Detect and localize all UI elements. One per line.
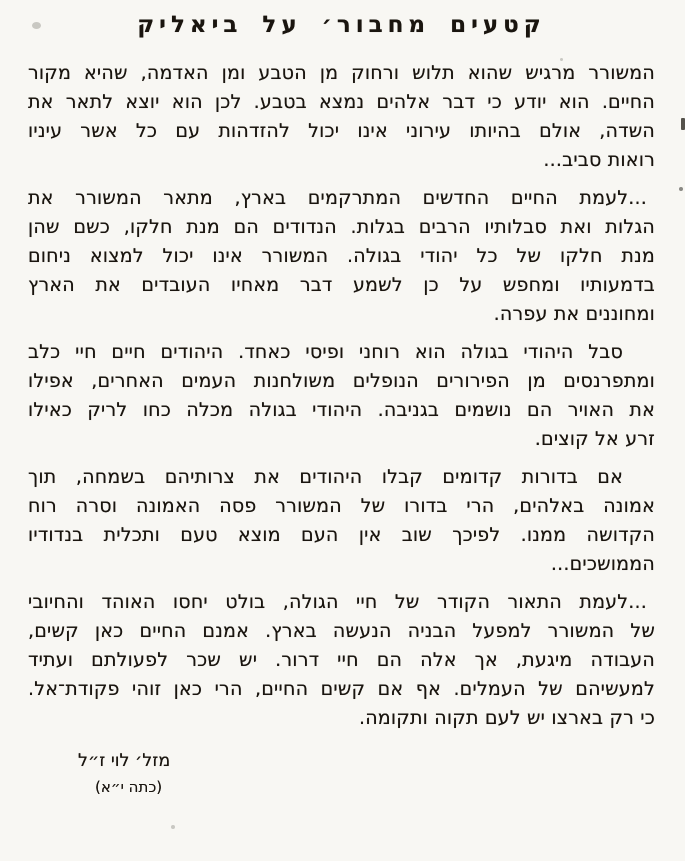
text-line: העבודה מיגעת, אך אלה הם חיי דרור. יש שכר לפעולתם ועתיד (28, 649, 655, 671)
paragraph (28, 59, 655, 175)
paragraph (28, 463, 655, 579)
document-title: קטעים מחבור׳ על ביאליק (137, 12, 546, 38)
text-line: החיים. הוא יודע כי דבר אלהים נמצא בטבע. לכן הוא יוצא לתאר את (28, 91, 655, 113)
text-line: בדמעותיו ומחפש על כן לשמע דבר מאחיו העובדים את הארץ (28, 274, 655, 296)
author-name: מזל׳ לוי ז״ל (78, 751, 171, 771)
text-line: מנת חלקו של כל יהודי בגולה. המשורר אינו יכול למצוא ניחום (28, 245, 655, 267)
text-line: הגלות ואת סבלותיו הרבים בגלות. הנדודים הם מנת חלקו, כשם שהן (28, 216, 655, 238)
text-line: הקדושה ממנו. לפיכך שוב אין העם מוצא טעם ותכלית בנדודיו (28, 524, 655, 546)
paper-speck (560, 58, 563, 61)
paper-speck (679, 187, 683, 191)
text-line: הממושכים... (550, 553, 655, 575)
text-line: סבל היהודי בגולה הוא רוחני ופיסי כאחד. היהודים חיים חיי כלב (28, 341, 623, 363)
text-line: את האויר הם נושמים בגניבה. היהודי בגולה מכלה כחו לריק כאילו (28, 399, 655, 421)
text-line: ...לעמת התאור הקודר של חיי הגולה, בולט יחסו האוהד והחיובי (28, 591, 647, 613)
text-line: ומחוננים את עפרה. (493, 303, 655, 325)
paragraph (28, 338, 655, 454)
signature-block (28, 749, 655, 797)
paragraph (28, 588, 655, 733)
paper-speck (32, 22, 41, 29)
document-body (28, 59, 655, 797)
text-line: אמונה באלהים, הרי בדורו של המשורר פסה האמונה וסרה רוח (28, 495, 655, 517)
scanned-page (0, 10, 685, 861)
text-line: ...לעמת החיים החדשים המתרקמים בארץ, מתאר המשורר את (28, 187, 647, 209)
text-line: של המשורר למפעל הבניה הנעשה בארץ. אמנם החיים כאן קשים, (28, 620, 655, 642)
paper-speck (171, 825, 175, 829)
text-line: כי רק בארצו יש לעם תקוה ותקומה. (358, 707, 655, 729)
paragraph (28, 184, 655, 329)
text-line: זרע אל קוצים. (534, 428, 655, 450)
text-line: אם בדורות קדומים קבלו היהודים את צרותיהם בשמחה, תוך (28, 466, 623, 488)
text-line: רואות סביב... (543, 149, 655, 171)
text-line: השדה, אולם בהיותו עירוני אינו יכול להזדהות עם כל אשר עיניו (28, 120, 655, 142)
text-line: ומתפרנסים מן הפירורים הנופלים משולחנות העמים האחרים, אפילו (28, 370, 655, 392)
paper-speck (681, 118, 685, 130)
author-grade: (כתה י״א) (95, 778, 163, 796)
text-line: המשורר מרגיש שהוא תלוש ורחוק מן הטבע ומן האדמה, שהיא מקור (28, 62, 655, 84)
text-line: למעשיהם של העמלים. אף אם קשים החיים, הרי כאן זוהי פקודת־אל. (28, 678, 655, 700)
